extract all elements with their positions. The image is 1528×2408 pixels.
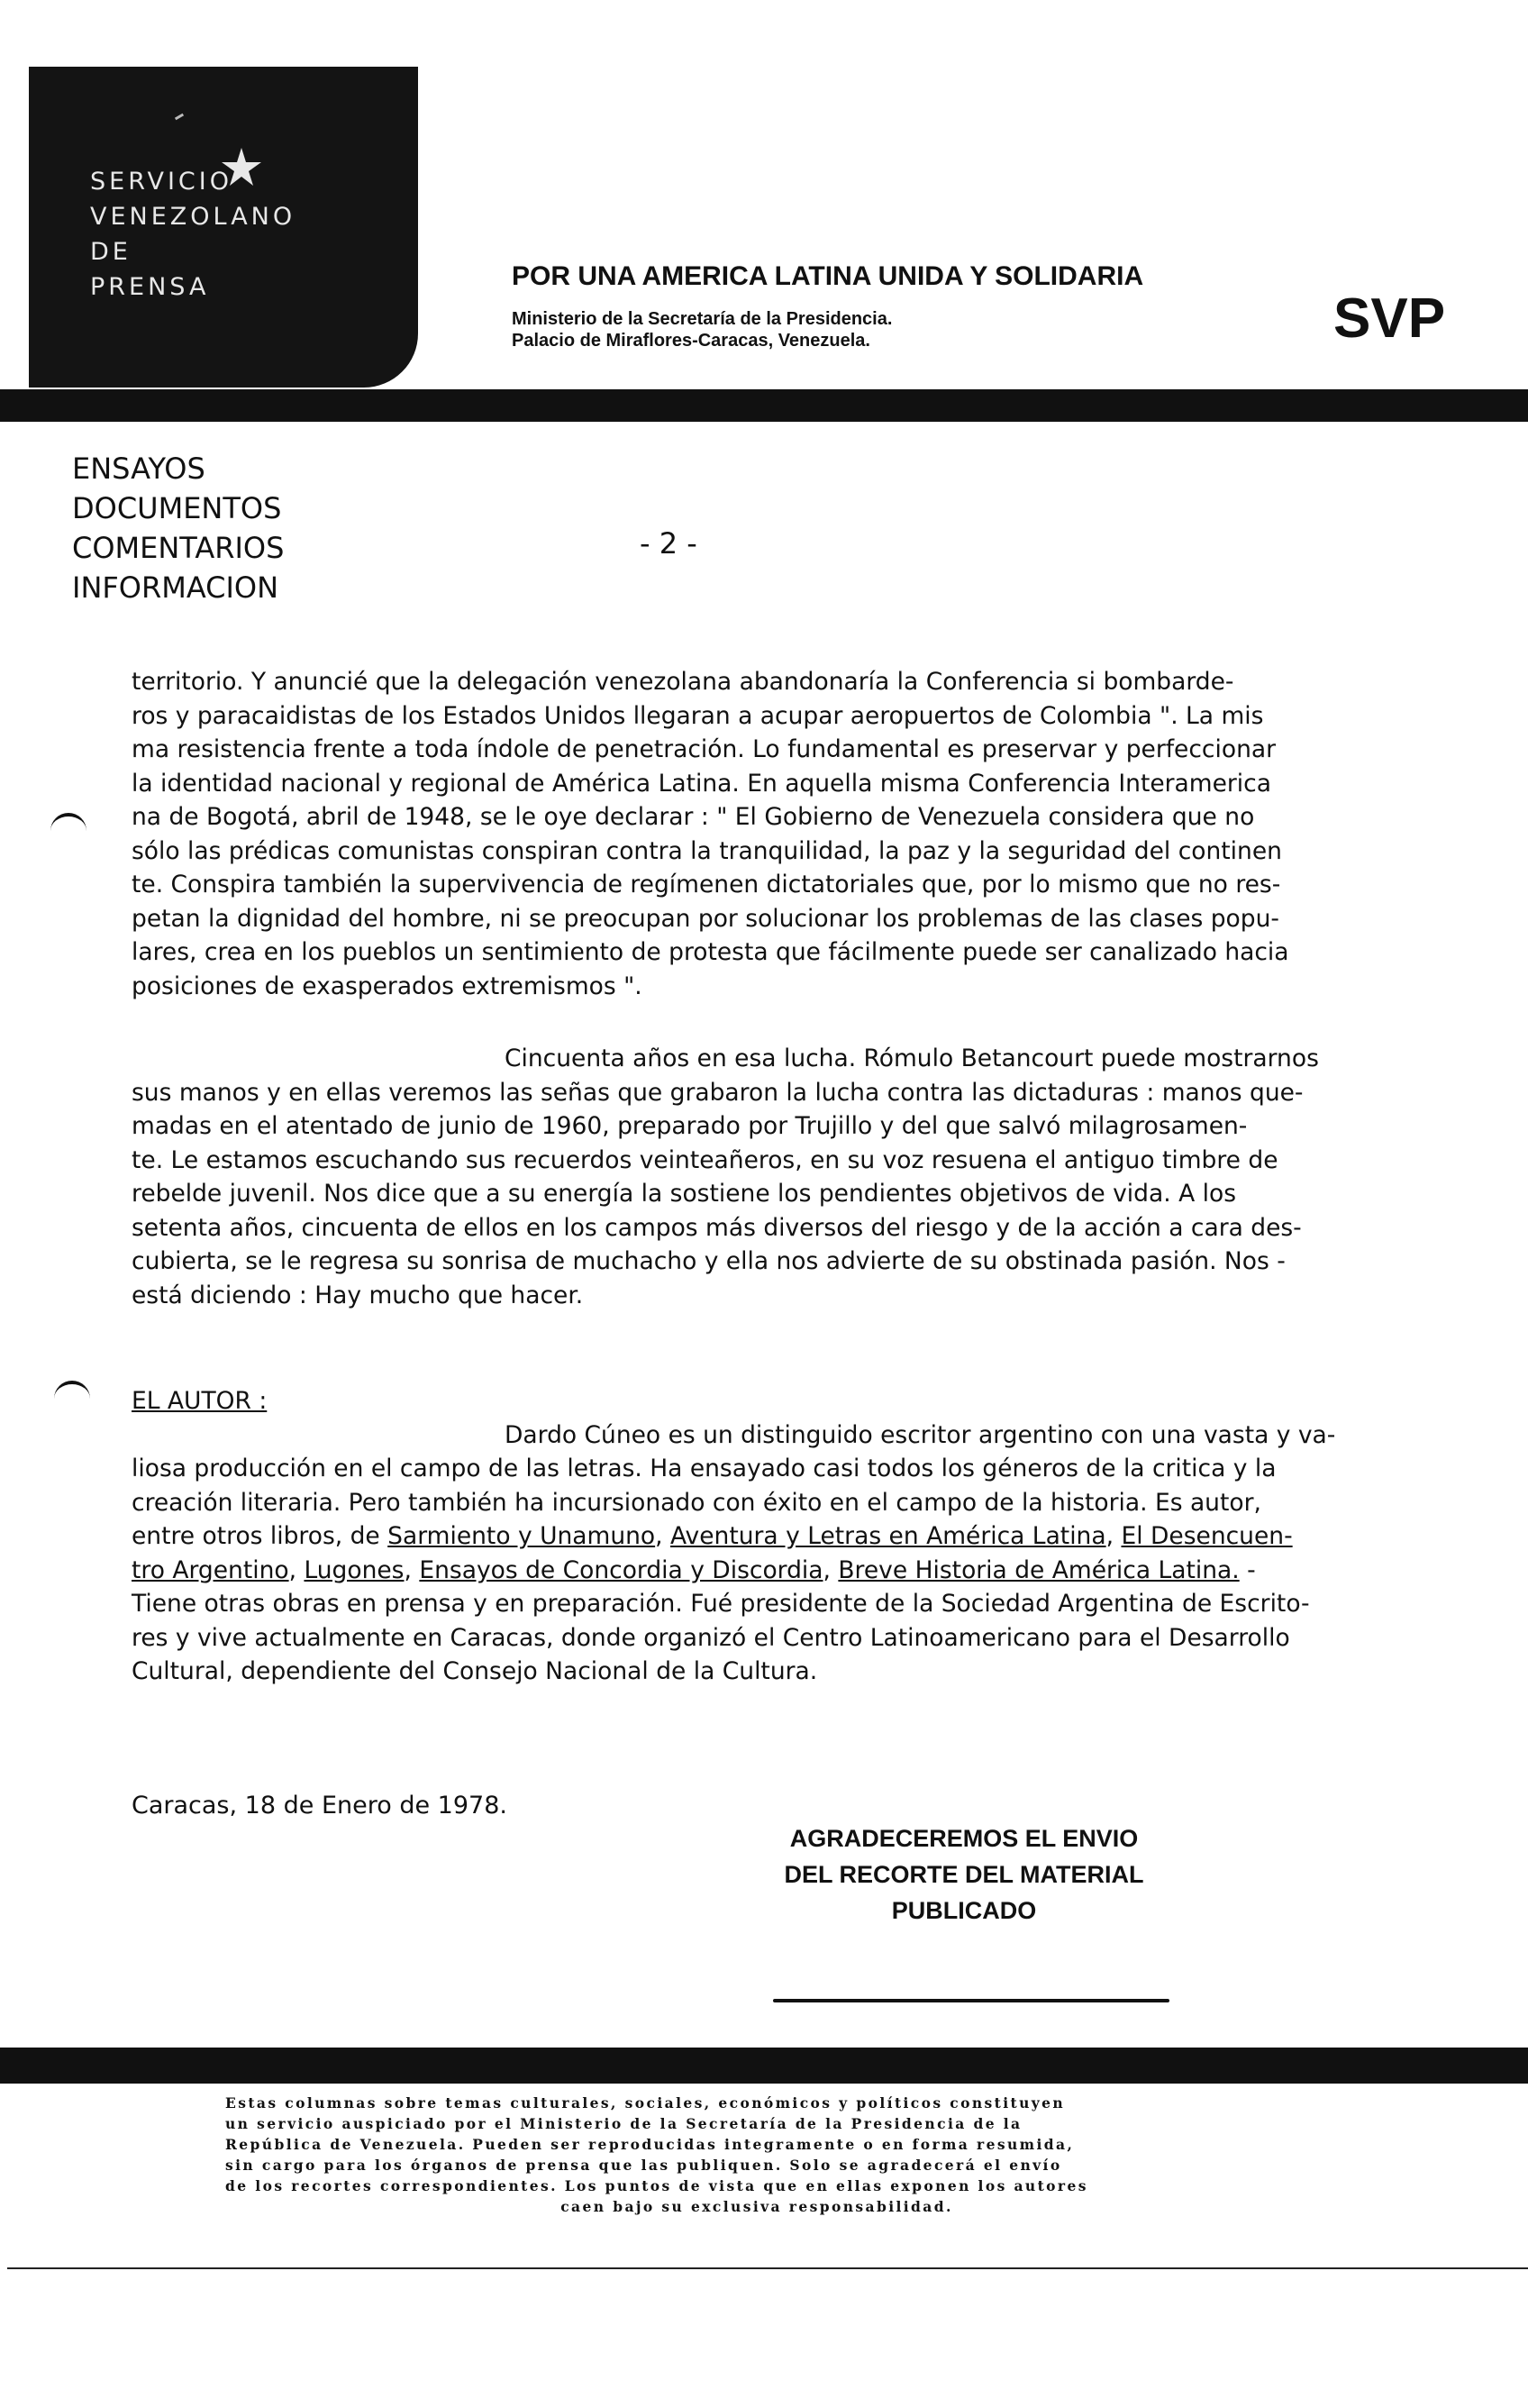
footer-note (225, 2093, 1288, 2217)
author-heading: EL AUTOR : (132, 1387, 268, 1415)
text-line: liosa producción en el campo de las letras. Ha ensayado casi todos los géneros de la critica y la (132, 1455, 1277, 1482)
ministry-line-2: Palacio de Miraflores-Caracas, Venezuela. (512, 331, 870, 351)
text-line: Tiene otras obras en prensa y en preparación. Fué presidente de la Sociedad Argentina de Escrito- (132, 1590, 1310, 1618)
section-documentos: DOCUMENTOS (72, 491, 282, 525)
footer-line: Estas columnas sobre temas culturales, sociales, económicos y políticos constituyen (225, 2094, 1066, 2112)
footer-line: de los recortes correspondientes. Los puntos de vista que en ellas exponen los autores (225, 2177, 1088, 2194)
text-line: te. Conspira también la supervivencia de regímenen dictatoriales que, por lo mismo que no res- (132, 871, 1281, 898)
book-title: tro Argentino (132, 1555, 289, 1584)
paragraph-1 (132, 665, 1405, 1003)
section-ensayos: ENSAYOS (72, 452, 205, 486)
ministry-address (512, 308, 892, 351)
text-line: la identidad nacional y regional de América Latina. En aquella misma Conferencia Interamerica (132, 769, 1271, 798)
text-line: Cultural, dependiente del Consejo Nacional de la Cultura. (132, 1657, 818, 1685)
place-date: Caracas, 18 de Enero de 1978. (132, 1792, 507, 1820)
text-line: te. Le estamos escuchando sus recuerdos veinteañeros, en su voz resuena el antiguo timbre de (132, 1145, 1278, 1174)
text-line: creación literaria. Pero también ha incursionado con éxito en el campo de la historia. Es autor, (132, 1488, 1261, 1517)
logo-line-2: VENEZOLANO (90, 203, 296, 231)
text-line: lares, crea en los pueblos un sentimiento de protesta que fácilmente puede ser canalizado hacia (132, 938, 1289, 966)
request-stamp (757, 1820, 1171, 1929)
text-line: Dardo Cúneo es un distinguido escritor argentino con una vasta y va- (505, 1420, 1336, 1449)
author-section (132, 1384, 1405, 1689)
logo-line-3: DE (90, 238, 132, 266)
text-line: posiciones de exasperados extremismos ". (132, 971, 642, 1000)
stamp-line-2: DEL RECORTE DEL MATERIAL (784, 1861, 1144, 1888)
paragraph-2 (132, 1042, 1405, 1312)
text-line: entre otros libros, de Sarmiento y Unamuno, Aventura y Letras en América Latina, El Desencuen- (132, 1522, 1293, 1550)
footer-line: República de Venezuela. Pueden ser reproducidas integramente o en forma resumida, (225, 2136, 1075, 2153)
text-line: res y vive actualmente en Caracas, donde organizó el Centro Latinoamericano para el Desarrollo (132, 1623, 1290, 1652)
margin-mark (54, 1381, 90, 1402)
text-line: sólo las prédicas comunistas conspiran contra la tranquilidad, la paz y la seguridad del continen (132, 836, 1282, 865)
section-informacion: INFORMACION (72, 570, 279, 605)
ministry-line-1: Ministerio de la Secretaría de la Presidencia. (512, 309, 893, 329)
text-line: petan la dignidad del hombre, ni se preocupan por solucionar los problemas de las clases popu- (132, 904, 1279, 933)
motto: POR UNA AMERICA LATINA UNIDA Y SOLIDARIA (512, 261, 1144, 291)
page-number: - 2 - (640, 526, 697, 561)
book-title: Ensayos de Concordia y Discordia (419, 1555, 823, 1584)
book-title: Lugones (304, 1555, 405, 1584)
footer-line: sin cargo para los órganos de prensa que las publiquen. Solo se agradecerá el envío (225, 2157, 1062, 2174)
text-line: sus manos y en ellas veremos las señas que grabaron la lucha contra las dictaduras : manos que- (132, 1078, 1304, 1107)
book-title: Aventura y Letras en América Latina (669, 1522, 1106, 1550)
text-line: setenta años, cincuenta de ellos en los campos más diversos del riesgo y de la acción a cara des- (132, 1213, 1302, 1242)
text-line: Cincuenta años en esa lucha. Rómulo Betancourt puede mostrarnos (505, 1044, 1319, 1072)
section-comentarios: COMENTARIOS (72, 531, 285, 565)
text-line: madas en el atentado de junio de 1960, preparado por Trujillo y del que salvó milagrosamen- (132, 1112, 1248, 1140)
section-list (72, 449, 284, 607)
footer-line: un servicio auspiciado por el Ministerio de la Secretaría de la Presidencia de la (225, 2115, 1023, 2132)
logo-line-4: PRENSA (90, 273, 210, 301)
book-title: Sarmiento y Unamuno (387, 1522, 656, 1550)
book-title: Breve Historia de América Latina. (838, 1555, 1240, 1584)
text-line: cubierta, se le regresa su sonrisa de muchacho y ella nos advierte de su obstinada pasión. Nos - (132, 1247, 1286, 1275)
stamp-line-3: PUBLICADO (891, 1897, 1037, 1924)
text-line: territorio. Y anuncié que la delegación venezolana abandonaría la Conferencia si bombarde- (132, 668, 1234, 696)
bottom-rule (7, 2267, 1528, 2269)
text-line: rebelde juvenil. Nos dice que a su energía la sostiene los pendientes objetivos de vida. A los (132, 1180, 1237, 1208)
footer-line: caen bajo su exclusiva responsabilidad. (560, 2198, 953, 2215)
text-line: ma resistencia frente a toda índole de penetración. Lo fundamental es preservar y perfeccionar (132, 735, 1276, 763)
text-span: entre otros libros, de (132, 1522, 388, 1550)
text-line: tro Argentino, Lugones, Ensayos de Concordia y Discordia, Breve Historia de América Latina. - (132, 1555, 1256, 1584)
text-line: ros y paracaidistas de los Estados Unidos llegaran a acupar aeropuertos de Colombia ". La mis (132, 701, 1264, 730)
stamp-line-1: AGRADECEREMOS EL ENVIO (789, 1825, 1139, 1852)
text-line: está diciendo : Hay mucho que hacer. (132, 1281, 584, 1309)
svp-abbreviation: SVP (1333, 287, 1446, 350)
text-line: na de Bogotá, abril de 1948, se le oye declarar : " El Gobierno de Venezuela considera que no (132, 803, 1255, 831)
header-band (0, 391, 1528, 422)
star-emblem-icon (216, 144, 267, 195)
signature-line (773, 1999, 1169, 2002)
book-title: El Desencuen- (1121, 1522, 1293, 1550)
margin-mark (50, 813, 86, 835)
logo-line-1: SERVICIO (90, 168, 232, 196)
footer-band (0, 2048, 1528, 2084)
